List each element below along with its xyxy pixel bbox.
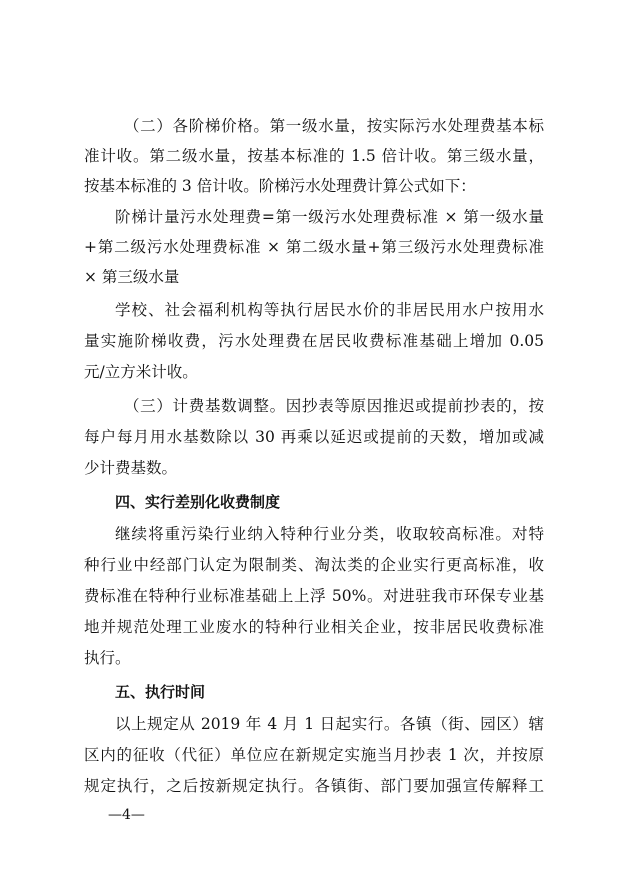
text-line: 地并规范处理工业废水的特种行业相关企业，按非居民收费标准 — [84, 618, 544, 636]
text-line: 少计费基数。 — [84, 459, 178, 477]
formula-line: 阶梯计量污水处理费=第一级污水处理费标准 × 第一级水量 — [115, 208, 544, 226]
formula-line: × 第三级水量 — [84, 268, 180, 286]
text-line: 种行业中经部门认定为限制类、淘汰类的企业实行更高标准，收 — [84, 556, 544, 574]
text-line: 量实施阶梯收费，污水处理费在居民收费标准基础上增加 0.05 — [84, 332, 544, 350]
section-heading: 四、实行差别化收费制度 — [115, 493, 281, 511]
text-line: 按基本标准的 3 倍计收。阶梯污水处理费计算公式如下： — [84, 177, 476, 195]
section-heading: 五、执行时间 — [115, 683, 206, 701]
page-number: —4— — [108, 807, 145, 823]
text-line: 元/立方米计收。 — [84, 363, 198, 381]
text-line: 费标准在特种行业标准基础上上浮 50%。对进驻我市环保专业基 — [84, 587, 544, 605]
text-line: 继续将重污染行业纳入特种行业分类，收取较高标准。对特 — [115, 525, 544, 543]
text-line: 执行。 — [84, 649, 131, 667]
text-line: 准计收。第二级水量，按基本标准的 1.5 倍计收。第三级水量， — [84, 147, 544, 165]
text-line: 每户每月用水基数除以 30 再乘以延迟或提前的天数，增加或减 — [84, 428, 544, 446]
text-line: （二）各阶梯价格。第一级水量，按实际污水处理费基本标 — [124, 117, 544, 135]
text-line: 区内的征收（代征）单位应在新规定实施当月抄表 1 次，并按原 — [84, 746, 544, 764]
formula-line: +第二级污水处理费标准 × 第二级水量+第三级污水处理费标准 — [84, 238, 544, 256]
text-line: 学校、社会福利机构等执行居民水价的非居民用水户按用水 — [115, 301, 544, 319]
text-line: （三）计费基数调整。因抄表等原因推迟或提前抄表的，按 — [124, 397, 544, 415]
text-line: 以上规定从 2019 年 4 月 1 日起实行。各镇（街、园区）辖 — [115, 715, 544, 733]
text-line: 规定执行，之后按新规定执行。各镇街、部门要加强宣传解释工 — [84, 777, 544, 795]
